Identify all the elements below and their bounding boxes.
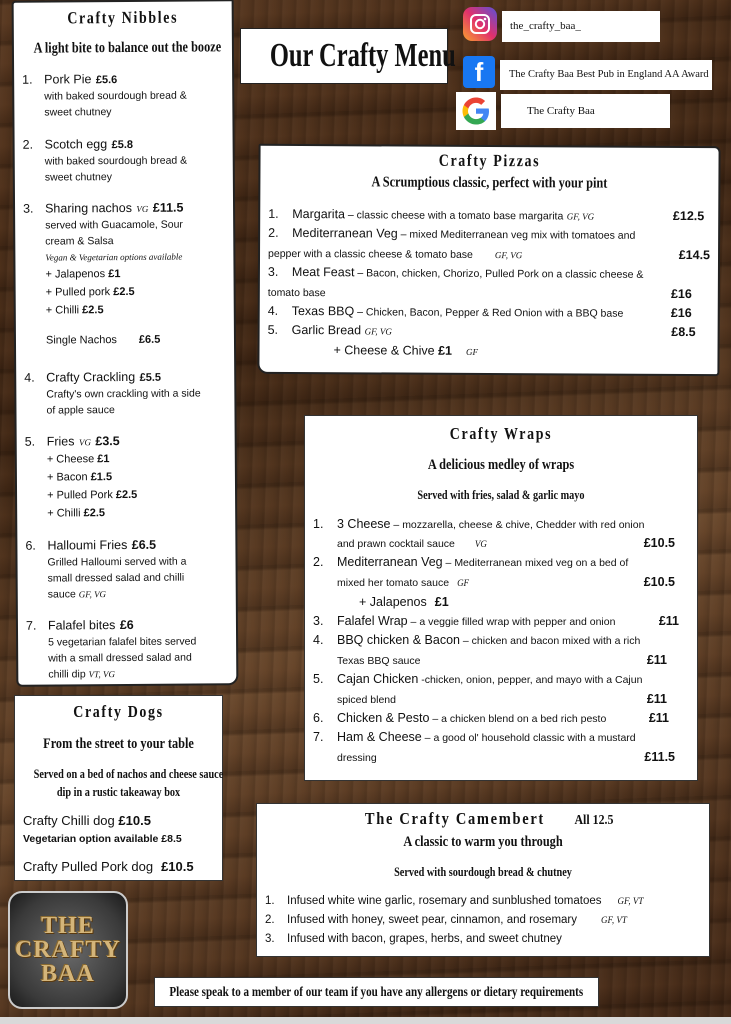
- item-price: £5.8: [111, 138, 134, 152]
- diet-tag: VG: [474, 539, 487, 549]
- item-name: Mediterranean Veg: [292, 225, 398, 241]
- pizza-item-cont: tomato base £16: [268, 283, 714, 305]
- wrap-item-cont: dressing £11.5: [313, 748, 687, 768]
- camembert-price-note: All 12.5: [574, 813, 614, 828]
- camembert-item: 2. Infused with honey, sweet pear, cinnamon, and rosemary GF, VT: [265, 914, 627, 926]
- item-price: £6: [119, 617, 134, 633]
- vegan-note: Vegan & Vegetarian options available: [45, 251, 183, 263]
- wrap-item: 4. BBQ chicken & Bacon – chicken and bacon mixed with a rich: [313, 633, 641, 647]
- item-price: £11.5: [152, 200, 184, 215]
- facebook-icon[interactable]: f: [463, 56, 495, 88]
- wrap-item: 1. 3 Cheese – mozzarella, cheese & chive, Chedder with red onion: [313, 517, 645, 531]
- item-price: £5.6: [95, 74, 118, 87]
- item-price: £10.5: [643, 536, 675, 550]
- wrap-item-cont: mixed her tomato sauce GF £10.5: [313, 573, 687, 593]
- crafty-baa-logo: THE CRAFTY BAA: [8, 891, 128, 1009]
- wrap-item-cont: spiced blend £11: [313, 690, 687, 710]
- item-name: Pork Pie: [44, 72, 92, 87]
- diet-tag: GF, VG: [566, 211, 595, 222]
- diet-tag: GF, VT: [617, 896, 644, 906]
- item-price: £8.5: [671, 324, 696, 340]
- dogs-served-line1: Served on a bed of nachos and cheese sauce: [33, 767, 224, 781]
- nibble-item: 6. Halloumi Fries £6.5 Grilled Halloumi served with a small dressed salad and chilli sauce GF, VG: [25, 537, 187, 601]
- item-price: £11: [646, 692, 667, 706]
- item-name: Chicken & Pesto: [337, 711, 430, 725]
- nibble-item: 7. Falafel bites £6 5 vegetarian falafel bites served with a small dressed salad and chilli dip VT, VG: [25, 617, 197, 681]
- wrap-addon: + Jalapenos £1: [359, 595, 449, 609]
- dogs-served-line2: dip in a rustic takeaway box: [56, 785, 181, 799]
- nibbles-heading: Crafty Nibbles: [67, 7, 179, 28]
- item-name: Crafty Pulled Pork dog: [23, 859, 154, 874]
- item-name: BBQ chicken & Bacon: [337, 633, 460, 647]
- dog-item: [23, 859, 194, 874]
- pizza-item: 5. Garlic Bread GF, VG £8.5: [268, 321, 714, 343]
- item-price: £11: [658, 614, 679, 628]
- item-name: Texas BBQ: [291, 303, 355, 319]
- item-name: Meat Feast: [291, 264, 355, 280]
- item-price: £16: [670, 305, 692, 321]
- item-price: £6.5: [131, 537, 157, 552]
- facebook-page[interactable]: The Crafty Baa Best Pub in England AA Award: [500, 60, 712, 90]
- pizzas-heading: Crafty Pizzas: [438, 150, 541, 171]
- pizza-item: 1. Margarita – classic cheese with a tomato base margarita GF, VG £12.5: [268, 205, 714, 227]
- item-name: Sharing nachos: [45, 200, 132, 216]
- item-name: Scotch egg: [44, 137, 108, 152]
- instagram-handle[interactable]: the_crafty_baa_: [502, 11, 660, 42]
- wraps-heading: Crafty Wraps: [449, 424, 553, 443]
- pizza-item: 3. Meat Feast – Bacon, chicken, Chorizo, Pulled Pork on a classic cheese &: [267, 264, 644, 281]
- allergen-notice: [154, 977, 599, 1007]
- pizza-item: 4. Texas BBQ – Chicken, Bacon, Pepper & Red Onion with a BBQ base £16: [268, 302, 714, 324]
- diet-tag: GF, VG: [78, 589, 107, 600]
- single-nachos: Single Nachos: [45, 334, 117, 347]
- wrap-item: 3. Falafel Wrap – a veggie filled wrap with pepper and onion £11: [313, 612, 687, 632]
- camembert-subheading: A classic to warm you through: [403, 834, 563, 850]
- camembert-item: 1. Infused white wine garlic, rosemary and sunblushed tomatoes GF, VT: [265, 895, 644, 907]
- diet-tag: VG: [136, 203, 149, 214]
- pizzas-subheading: A Scrumptious classic, perfect with your pint: [371, 174, 608, 192]
- nibble-item: 4. Crafty Crackling £5.5 Crafty's own crackling with a side of apple sauce: [24, 369, 201, 417]
- diet-tag: VG: [78, 437, 91, 448]
- diet-tag: VT, VG: [88, 669, 115, 680]
- item-price: £5.5: [139, 371, 162, 384]
- item-name: Falafel bites: [47, 618, 116, 633]
- page-title: Our Crafty Menu: [269, 37, 456, 74]
- wrap-item: 2. Mediterranean Veg – Mediterranean mixed veg on a bed of: [313, 555, 629, 569]
- instagram-icon[interactable]: [463, 7, 497, 41]
- wrap-item: 7. Ham & Cheese – a good ol' household classic with a mustard: [313, 730, 636, 744]
- item-name: Cajan Chicken: [337, 672, 419, 686]
- item-name: Margarita: [292, 206, 346, 222]
- bottom-strip: [0, 1017, 731, 1024]
- item-price: £11: [646, 653, 667, 667]
- item-name: Crafty Crackling: [46, 369, 136, 385]
- item-name: Halloumi Fries: [47, 537, 128, 553]
- item-price: £3.5: [95, 434, 120, 449]
- wraps-panel: [304, 415, 698, 781]
- item-name: Garlic Bread: [291, 322, 362, 338]
- allergen-text: Please speak to a member of our team if you have any allergens or dietary requirements: [169, 984, 584, 999]
- item-price: £16: [670, 286, 692, 302]
- diet-tag: GF, VG: [364, 326, 392, 337]
- dogs-subheading: From the street to your table: [43, 736, 194, 752]
- item-price: £14.5: [678, 247, 711, 263]
- item-name: Falafel Wrap: [337, 614, 408, 628]
- wrap-item-cont: Texas BBQ sauce £11: [313, 651, 687, 671]
- wrap-item-cont: and prawn cocktail sauce VG £10.5: [313, 534, 687, 554]
- wraps-served: Served with fries, salad & garlic mayo: [417, 488, 585, 502]
- google-listing[interactable]: The Crafty Baa: [501, 94, 670, 128]
- nibbles-subheading: A light bite to balance out the booze: [33, 39, 222, 57]
- nibble-item: 5. Fries VG £3.5 + Cheese £1 + Bacon £1.5 + Pulled Pork £2.5 + Chilli £2.5: [24, 434, 138, 520]
- menu-title-box: [240, 28, 456, 84]
- item-name: Crafty Chilli dog: [23, 813, 115, 828]
- wrap-item: 6. Chicken & Pesto – a chicken blend on a bed rich pesto £11: [313, 709, 687, 729]
- pizza-addon: + Cheese & Chive £1 GF: [333, 343, 479, 358]
- diet-tag: GF, VT: [601, 915, 627, 925]
- nibbles-panel: [12, 0, 239, 687]
- item-price: £11: [648, 711, 669, 725]
- item-name: Ham & Cheese: [337, 730, 422, 744]
- dogs-panel: [14, 695, 223, 881]
- pizza-item: 2. Mediterranean Veg – mixed Mediterranean veg mix with tomatoes and: [268, 225, 636, 242]
- item-price: £12.5: [672, 208, 705, 224]
- wrap-item: 5. Cajan Chicken -chicken, onion, pepper, and mayo with a Cajun: [313, 672, 643, 686]
- pizzas-panel: [257, 144, 720, 376]
- item-name: Fries: [46, 434, 75, 449]
- camembert-heading: The Crafty Camembert: [364, 809, 545, 828]
- item-name: 3 Cheese: [337, 517, 391, 531]
- item-price: £10.5: [118, 813, 151, 828]
- item-price: £11.5: [644, 750, 675, 764]
- nibble-item: 1. Pork Pie £5.6 with baked sourdough bread & sweet chutney: [22, 72, 187, 119]
- item-price: £10.5: [643, 575, 675, 589]
- pizza-item-cont: pepper with a classic cheese & tomato base GF, VG £14.5: [268, 244, 714, 266]
- dog-item: [23, 813, 151, 828]
- camembert-panel: [256, 803, 710, 957]
- camembert-item: 3. Infused with bacon, grapes, herbs, and sweet chutney: [265, 933, 562, 945]
- wraps-subheading: A delicious medley of wraps: [427, 457, 575, 473]
- camembert-served: Served with sourdough bread & chutney: [394, 865, 572, 879]
- vegetarian-note: Vegetarian option available £8.5: [23, 833, 182, 845]
- nibble-item: 2. Scotch egg £5.8 with baked sourdough bread & sweet chutney: [22, 137, 188, 184]
- item-price: £10.5: [161, 859, 194, 874]
- diet-tag: GF: [465, 346, 479, 357]
- dogs-heading: Crafty Dogs: [73, 702, 164, 721]
- diet-tag: GF, VG: [494, 250, 523, 261]
- item-name: Mediterranean Veg: [337, 555, 443, 569]
- google-icon[interactable]: [456, 92, 496, 130]
- diet-tag: GF: [457, 578, 470, 588]
- nibble-item: 3. Sharing nachos VG £11.5 served with Guacamole, Sour cream & Salsa Vegan & Vegetarian options available + Jalapenos £1 + Pulled pork £2.5 + Chilli £2.5 Single Nachos £6.5: [23, 198, 230, 349]
